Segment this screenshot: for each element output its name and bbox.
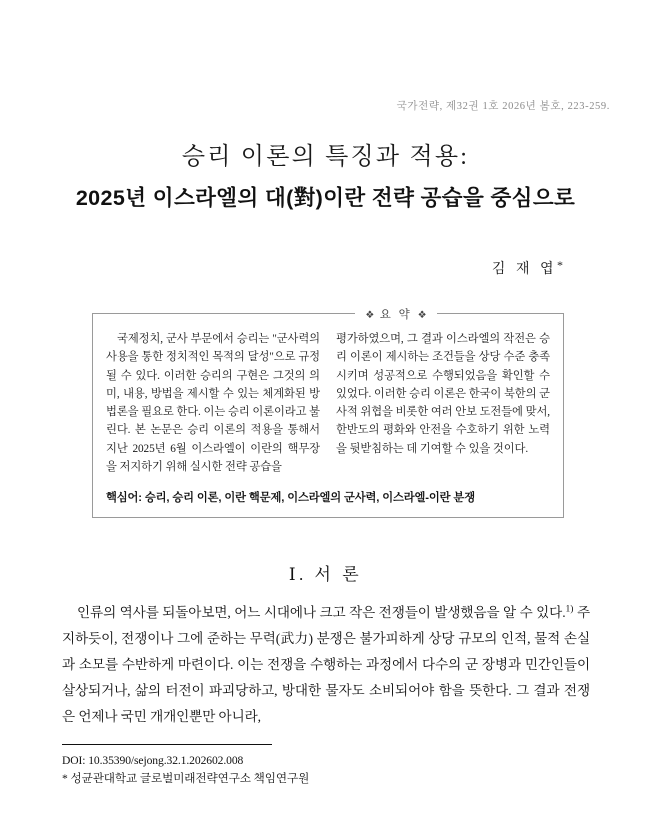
abstract-column-left: 국제정치, 군사 부문에서 승리는 "군사력의 사용을 통한 정치적인 목적의 달성"으로 규정될 수 있다. 이러한 승리의 구현은 그것의 의미, 내용, 방법을 제시할 수 있는 체계화된 방법론을 필요로 한다. 이는 승리 이론이라고 불린다. 본 논문은 승리 이론의 적용을 통해서 지난 2025년 6월 이스라엘이 이란의 핵무장을 저지하기 위해 실시한 전략 공습을 bbox=[106, 333, 320, 474]
title-block bbox=[0, 143, 651, 212]
abstract-columns bbox=[106, 330, 550, 476]
abstract-column-right: 평가하였으며, 그 결과 이스라엘의 작전은 승리 이론이 제시하는 조건들을 상당 수준 충족시키며 성공적으로 수행되었음을 확인할 수 있었다. 이러한 승리 이론은 한국이 북한의 군사적 위협을 비롯한 여러 안보 도전들에 맞서, 한반도의 평화와 안전을 수호하기 위한 노력을 뒷받침하는 데 기여할 수 있을 것이다. bbox=[336, 333, 550, 455]
affiliation-line: * 성균관대학교 글로벌미래전략연구소 책임연구원 bbox=[62, 772, 310, 786]
footnote-reference: 1) bbox=[565, 604, 574, 615]
page-footer bbox=[62, 744, 590, 789]
body-paragraph bbox=[62, 600, 590, 730]
abstract-legend bbox=[93, 305, 563, 323]
page-subtitle: 2025년 이스라엘의 대(對)이란 전략 공습을 중심으로 bbox=[75, 185, 576, 210]
abstract-keywords: 핵심어: 승리, 승리 이론, 이란 핵문제, 이스라엘의 군사력, 이스라엘-이란 분쟁 bbox=[106, 492, 475, 505]
abstract-legend-inner bbox=[355, 306, 436, 322]
abstract-legend-label: 요 약 bbox=[379, 309, 413, 321]
body-text-part-2: 주지하듯이, 전쟁이나 그에 준하는 무력(武力) 분쟁은 불가피하게 상당 규모의 인적, 물적 손실과 소모를 수반하게 마련이다. 이는 전쟁을 수행하는 과정에서 다수의 군 장병과 민간인들이 살상되거나, 삶의 터전이 파괴당하고, 방대한 물자도 소비되어야 함을 뜻한다. 그 결과 전쟁은 언제나 국민 개개인뿐만 아니라, bbox=[62, 605, 590, 725]
section-heading: Ⅰ. 서 론 bbox=[288, 565, 363, 584]
body-text-part-1: 인류의 역사를 되돌아보면, 어느 시대에나 크고 작은 전쟁들이 발생했음을 알 수 있다. bbox=[77, 605, 566, 620]
running-head: 국가전략, 제32권 1호 2026년 봄호, 223-259. bbox=[396, 101, 610, 112]
page-title: 승리 이론의 특징과 적용: bbox=[181, 144, 470, 170]
diamond-left-icon: ❖ bbox=[365, 310, 375, 321]
doi-line: DOI: 10.35390/sejong.32.1.202602.008 bbox=[62, 754, 244, 767]
diamond-right-icon: ❖ bbox=[417, 310, 427, 321]
abstract-section bbox=[92, 309, 564, 518]
footnote-separator bbox=[62, 744, 272, 745]
author-name: 김 재 엽 bbox=[491, 262, 557, 277]
author-footnote-marker: * bbox=[557, 258, 563, 272]
abstract-box bbox=[92, 309, 564, 518]
author-byline bbox=[492, 258, 563, 278]
